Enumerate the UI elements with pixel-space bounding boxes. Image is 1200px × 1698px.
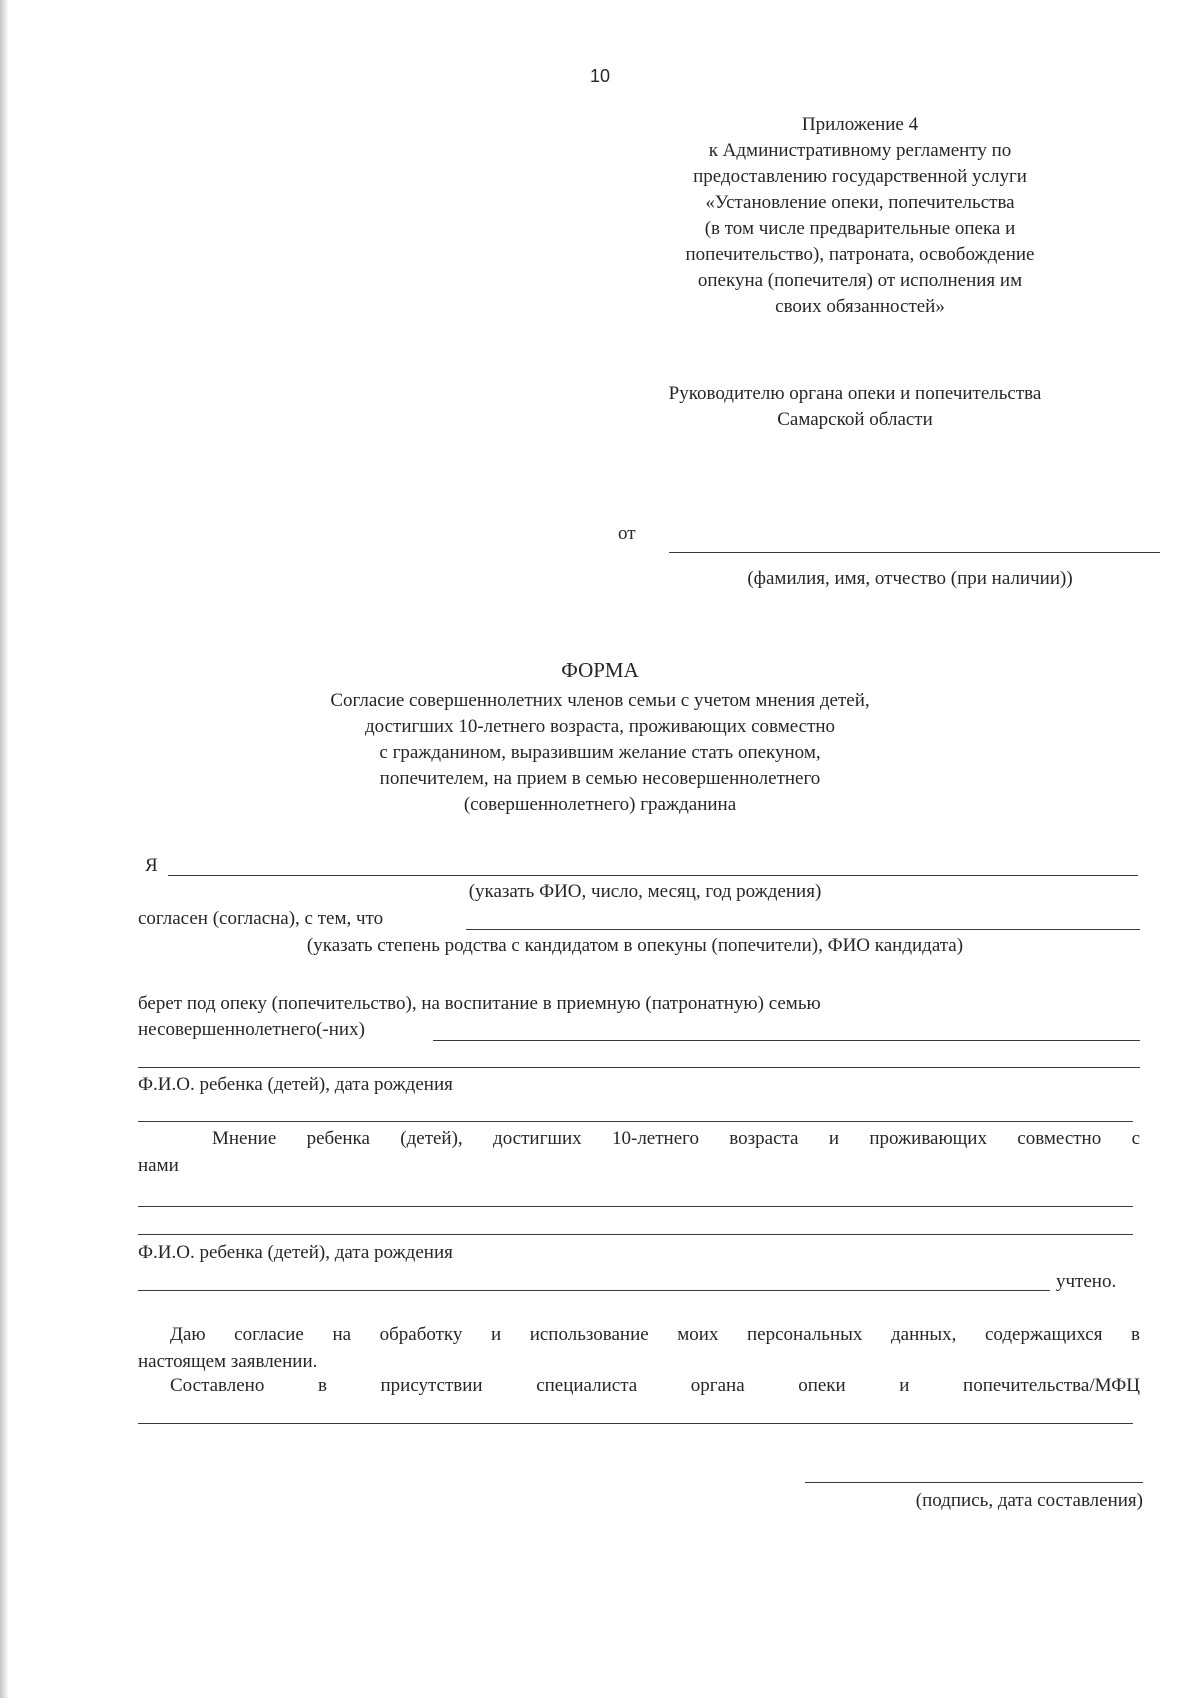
consent-line: настоящем заявлении. [138, 1350, 318, 1372]
scan-left-edge [0, 0, 9, 1698]
child-caption-2: Ф.И.О. ребенка (детей), дата рождения [138, 1242, 453, 1263]
child-caption-1: Ф.И.О. ребенка (детей), дата рождения [138, 1074, 453, 1095]
addressee-line: Руководителю органа опеки и попечительства [668, 383, 1042, 404]
i-caption: (указать ФИО, число, месяц, год рождения) [468, 881, 822, 902]
opinion-line-blank-2 [138, 1234, 1133, 1235]
addressee-line: Самарской области [777, 409, 933, 430]
compiled-line [170, 1375, 1140, 1397]
agree-line [466, 929, 1140, 930]
signature-line [805, 1482, 1143, 1483]
appendix-line: к Административному регламенту по [708, 140, 1012, 161]
child-line-1 [138, 1121, 1133, 1122]
compiled-word: в [317, 1375, 327, 1396]
appendix-line: (в том числе предварительные опека и [704, 218, 1016, 239]
appendix-line: «Установление опеки, попечительства [705, 192, 1015, 213]
addressee-block [590, 381, 1120, 433]
appendix-line: опекуна (попечителя) от исполнения им [697, 270, 1023, 291]
opinion-line: нами [138, 1154, 179, 1176]
appendix-block [635, 112, 1085, 320]
minor-line [433, 1040, 1140, 1041]
compiled-word: органа [690, 1375, 745, 1396]
i-name-line [168, 875, 1138, 876]
from-name-line [669, 552, 1160, 553]
signature-caption: (подпись, дата составления) [915, 1490, 1143, 1511]
considered-text: учтено. [1056, 1271, 1117, 1292]
minor-label: несовершеннолетнего(-них) [138, 1019, 365, 1040]
appendix-line: Приложение 4 [801, 114, 919, 135]
appendix-line: попечительство), патроната, освобождение [685, 244, 1035, 265]
compiled-word: опеки [798, 1375, 846, 1396]
form-title-line: (совершеннолетнего) гражданина [463, 794, 737, 815]
form-title-line: попечителем, на прием в семью несовершеннолетнего [379, 768, 821, 789]
child-line-2 [138, 1290, 1050, 1291]
from-caption: (фамилия, имя, отчество (при наличии)) [747, 568, 1073, 589]
agree-caption: (указать степень родства с кандидатом в опекуны (попечители), ФИО кандидата) [306, 935, 964, 956]
agree-label: согласен (согласна), с тем, что [138, 908, 384, 929]
consent-line: Даю согласие на обработку и использование моих персональных данных, содержащихся в [170, 1324, 1140, 1345]
consent-paragraph [138, 1322, 1140, 1375]
form-title-line: Согласие совершеннолетних членов семьи с учетом мнения детей, [330, 690, 870, 711]
compiled-word: присутствии [380, 1375, 483, 1396]
opinion-paragraph [138, 1126, 1140, 1179]
form-title [230, 688, 970, 818]
appendix-line: своих обязанностей» [775, 296, 945, 317]
form-title-line: с гражданином, выразившим желание стать опекуном, [379, 742, 821, 763]
minor-line-2 [138, 1067, 1140, 1068]
form-title-line: достигших 10-летнего возраста, проживающих совместно [364, 716, 836, 737]
opinion-line-blank-1 [138, 1206, 1133, 1207]
appendix-line: предоставлению государственной услуги [693, 166, 1027, 187]
specialist-line [138, 1423, 1133, 1424]
compiled-word: специалиста [536, 1375, 638, 1396]
compiled-word: попечительства/МФЦ [963, 1375, 1140, 1396]
i-label: Я [145, 855, 158, 876]
opinion-line: Мнение ребенка (детей), достигших 10-летнего возраста и проживающих совместно с [212, 1128, 1140, 1149]
page-number: 10 [589, 66, 611, 86]
compiled-word: и [899, 1375, 910, 1396]
from-label: от [618, 523, 636, 544]
compiled-word: Составлено [170, 1375, 265, 1396]
form-heading: ФОРМА [561, 658, 639, 682]
takes-line: берет под опеку (попечительство), на воспитание в приемную (патронатную) семью [138, 993, 821, 1014]
